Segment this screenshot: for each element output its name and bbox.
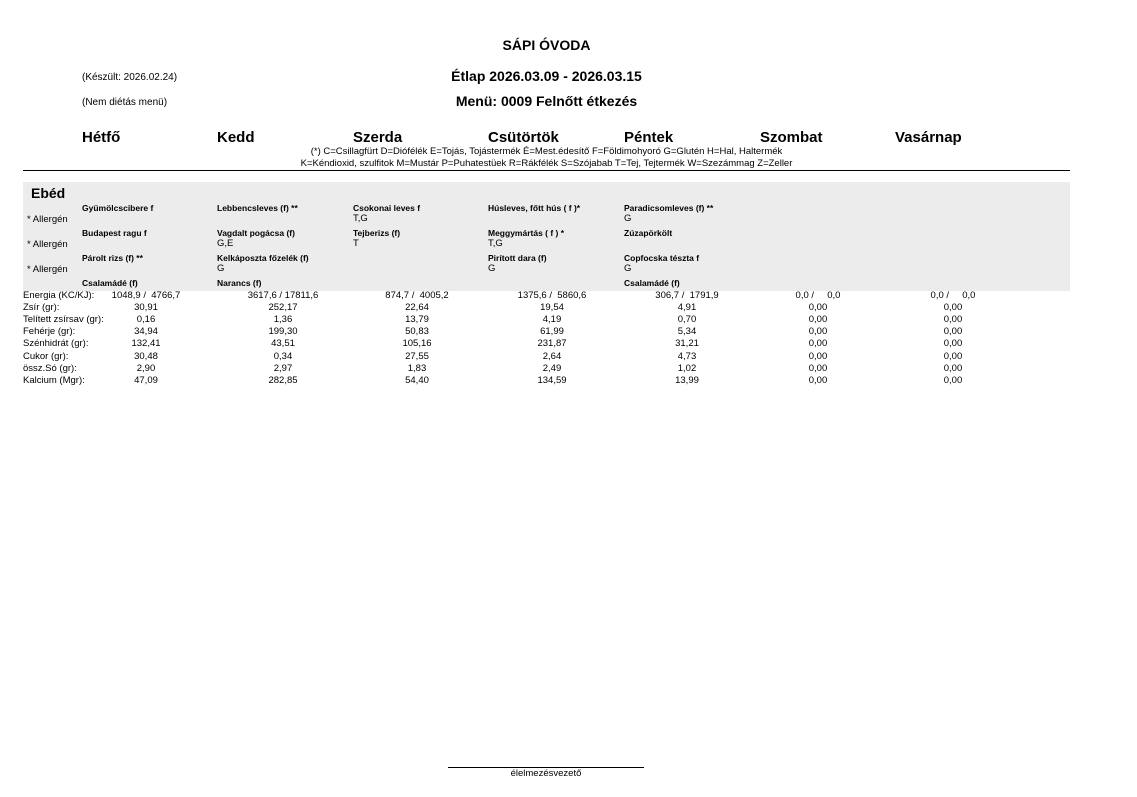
day-header-thursday: Csütörtök xyxy=(488,129,559,146)
nutrient-value: 4,73 xyxy=(677,350,697,362)
nutrient-value: 43,51 xyxy=(271,338,295,350)
day-header-sunday: Vasárnap xyxy=(895,129,962,146)
dish-name: Lebbencsleves (f) ** xyxy=(217,203,298,213)
dish-allergen: G xyxy=(488,263,496,274)
allergen-legend-line: (*) C=Csillagfürt D=Diófélék E=Tojás, Tojástermék É=Mest.édesítő F=Földimohyoró G=Glutén H=Hal, Haltermék xyxy=(310,146,783,157)
dish-name: Húsleves, főtt hús ( f )* xyxy=(488,203,581,213)
nutrient-label: Szénhidrát (gr): xyxy=(23,338,89,350)
nutrient-value: 30,91 xyxy=(134,302,158,314)
dish-name: Vagdalt pogácsa (f) xyxy=(217,228,295,238)
nutrient-value: 1048,9 / 4766,7 xyxy=(111,290,181,301)
day-header-wednesday: Szerda xyxy=(353,129,403,146)
nutrient-value: 13,79 xyxy=(405,314,429,326)
nutrient-value: 0,00 xyxy=(808,362,828,374)
nutrient-value: 132,41 xyxy=(131,338,161,350)
menu-name: Menü: 0009 Felnőtt étkezés xyxy=(455,93,638,109)
dish-allergen: G xyxy=(624,213,632,224)
nutrient-value: 0,00 xyxy=(943,374,963,386)
nutrient-value: 0,00 xyxy=(943,362,963,374)
dish-name: Tejberizs (f) xyxy=(353,228,401,238)
nutrient-value: 13,99 xyxy=(675,374,699,386)
nutrient-label: Fehérje (gr): xyxy=(23,326,76,338)
dish-name: Párolt rizs (f) ** xyxy=(82,253,143,263)
dish-name: Zúzapörkölt xyxy=(624,228,673,238)
nutrient-value: 54,40 xyxy=(405,374,429,386)
nutrient-value: 19,54 xyxy=(540,302,564,314)
dish-name: Csalamádé (f) xyxy=(624,278,680,288)
nutrient-value: 2,49 xyxy=(542,362,562,374)
nutrient-value: 282,85 xyxy=(268,374,298,386)
nutrient-label: össz.Só (gr): xyxy=(23,362,77,374)
nutrient-value: 0,00 xyxy=(943,350,963,362)
nutrient-value: 134,59 xyxy=(537,374,567,386)
dish-name: Kelkáposzta főzelék (f) xyxy=(217,253,309,263)
nutrient-value: 1375,6 / 5860,6 xyxy=(517,290,587,301)
dish-allergen: G xyxy=(624,263,632,274)
nutrient-value: 31,21 xyxy=(675,338,699,350)
nutrient-value: 2,97 xyxy=(273,362,293,374)
nutrient-label: Cukor (gr): xyxy=(23,350,69,362)
nutrient-value: 0,34 xyxy=(273,350,293,362)
diet-type: (Nem diétás menü) xyxy=(82,97,168,108)
nutrient-value: 0,70 xyxy=(677,314,697,326)
nutrient-value: 34,94 xyxy=(134,326,158,338)
nutrient-value: 22,64 xyxy=(405,302,429,314)
nutrient-value: 306,7 / 1791,9 xyxy=(655,290,719,301)
dish-name: Paradicsomleves (f) ** xyxy=(624,203,714,213)
nutrient-value: 0,00 xyxy=(943,314,963,326)
nutrient-value: 0,00 xyxy=(808,350,828,362)
dish-allergen: G xyxy=(217,263,225,274)
dish-allergen: T,G xyxy=(488,238,503,249)
nutrient-value: 1,36 xyxy=(273,314,293,326)
nutrient-value: 0,00 xyxy=(943,338,963,350)
day-header-friday: Péntek xyxy=(624,129,674,146)
nutrient-value: 27,55 xyxy=(405,350,429,362)
nutrient-value: 0,00 xyxy=(943,302,963,314)
nutrient-value: 0,00 xyxy=(808,302,828,314)
nutrient-label: Kalcium (Mgr): xyxy=(23,374,85,386)
nutrient-value: 4,91 xyxy=(677,302,697,314)
dish-allergen: G,E xyxy=(217,238,234,249)
nutrient-value: 30,48 xyxy=(134,350,158,362)
menu-period: Étlap 2026.03.09 - 2026.03.15 xyxy=(451,68,642,84)
day-header-tuesday: Kedd xyxy=(217,129,255,146)
allergen-row-label: * Allergén xyxy=(27,214,68,225)
nutrient-value: 105,16 xyxy=(402,338,432,350)
dish-name: Copfocska tészta f xyxy=(624,253,700,263)
day-header-monday: Hétfő xyxy=(82,129,121,146)
dish-name: Meggymártás ( f ) * xyxy=(488,228,565,238)
dish-name: Csokonai leves f xyxy=(353,203,421,213)
nutrient-value: 874,7 / 4005,2 xyxy=(385,290,449,301)
header-divider xyxy=(23,170,1070,171)
nutrient-value: 199,30 xyxy=(268,326,298,338)
nutrient-value: 0,00 xyxy=(808,374,828,386)
allergen-row-label: * Allergén xyxy=(27,239,68,250)
meal-title: Ebéd xyxy=(31,185,66,201)
dish-allergen: T xyxy=(353,238,359,249)
dish-name: Gyümölcscibere f xyxy=(82,203,154,213)
nutrient-value: 0,00 xyxy=(808,326,828,338)
allergen-row-label: * Allergén xyxy=(27,264,68,275)
dish-name: Budapest ragu f xyxy=(82,228,147,238)
nutrient-value: 1,83 xyxy=(407,362,427,374)
nutrient-value: 0,16 xyxy=(136,314,156,326)
dish-name: Pirított dara (f) xyxy=(488,253,547,263)
nutrient-value: 47,09 xyxy=(134,374,158,386)
nutrient-value: 61,99 xyxy=(540,326,564,338)
created-date: (Készült: 2026.02.24) xyxy=(82,72,178,83)
nutrient-value: 5,34 xyxy=(677,326,697,338)
nutrient-value: 0,00 xyxy=(808,338,828,350)
nutrient-value: 0,0 / 0,0 xyxy=(930,290,976,301)
day-header-saturday: Szombat xyxy=(760,129,823,146)
nutrient-label: Zsír (gr): xyxy=(23,302,60,314)
nutrient-value: 2,64 xyxy=(542,350,562,362)
signature-label: élelmezésvezető xyxy=(510,768,582,779)
nutrient-label: Telített zsírsav (gr): xyxy=(23,314,104,326)
school-name: SÁPI ÓVODA xyxy=(502,37,591,53)
allergen-legend xyxy=(0,146,1093,170)
nutrient-value: 3617,6 / 17811,6 xyxy=(247,290,319,301)
nutrient-value: 0,0 / 0,0 xyxy=(795,290,841,301)
nutrient-value: 0,00 xyxy=(808,314,828,326)
nutrient-value: 50,83 xyxy=(405,326,429,338)
nutrient-value: 0,00 xyxy=(943,326,963,338)
dish-allergen: T,G xyxy=(353,213,368,224)
allergen-legend-line: K=Kéndioxid, szulfitok M=Mustár P=Puhatestüek R=Rákfélék S=Szójabab T=Tej, Tejtermék W=Szezámmag Z=Zeller xyxy=(300,158,793,169)
nutrient-value: 2,90 xyxy=(136,362,156,374)
nutrient-value: 252,17 xyxy=(268,302,298,314)
nutrient-value: 1,02 xyxy=(677,362,697,374)
nutrient-value: 231,87 xyxy=(537,338,567,350)
nutrient-label: Energia (KC/KJ): xyxy=(23,290,95,301)
nutrient-value: 4,19 xyxy=(542,314,562,326)
dish-name: Narancs (f) xyxy=(217,278,262,288)
dish-name: Csalamádé (f) xyxy=(82,278,138,288)
